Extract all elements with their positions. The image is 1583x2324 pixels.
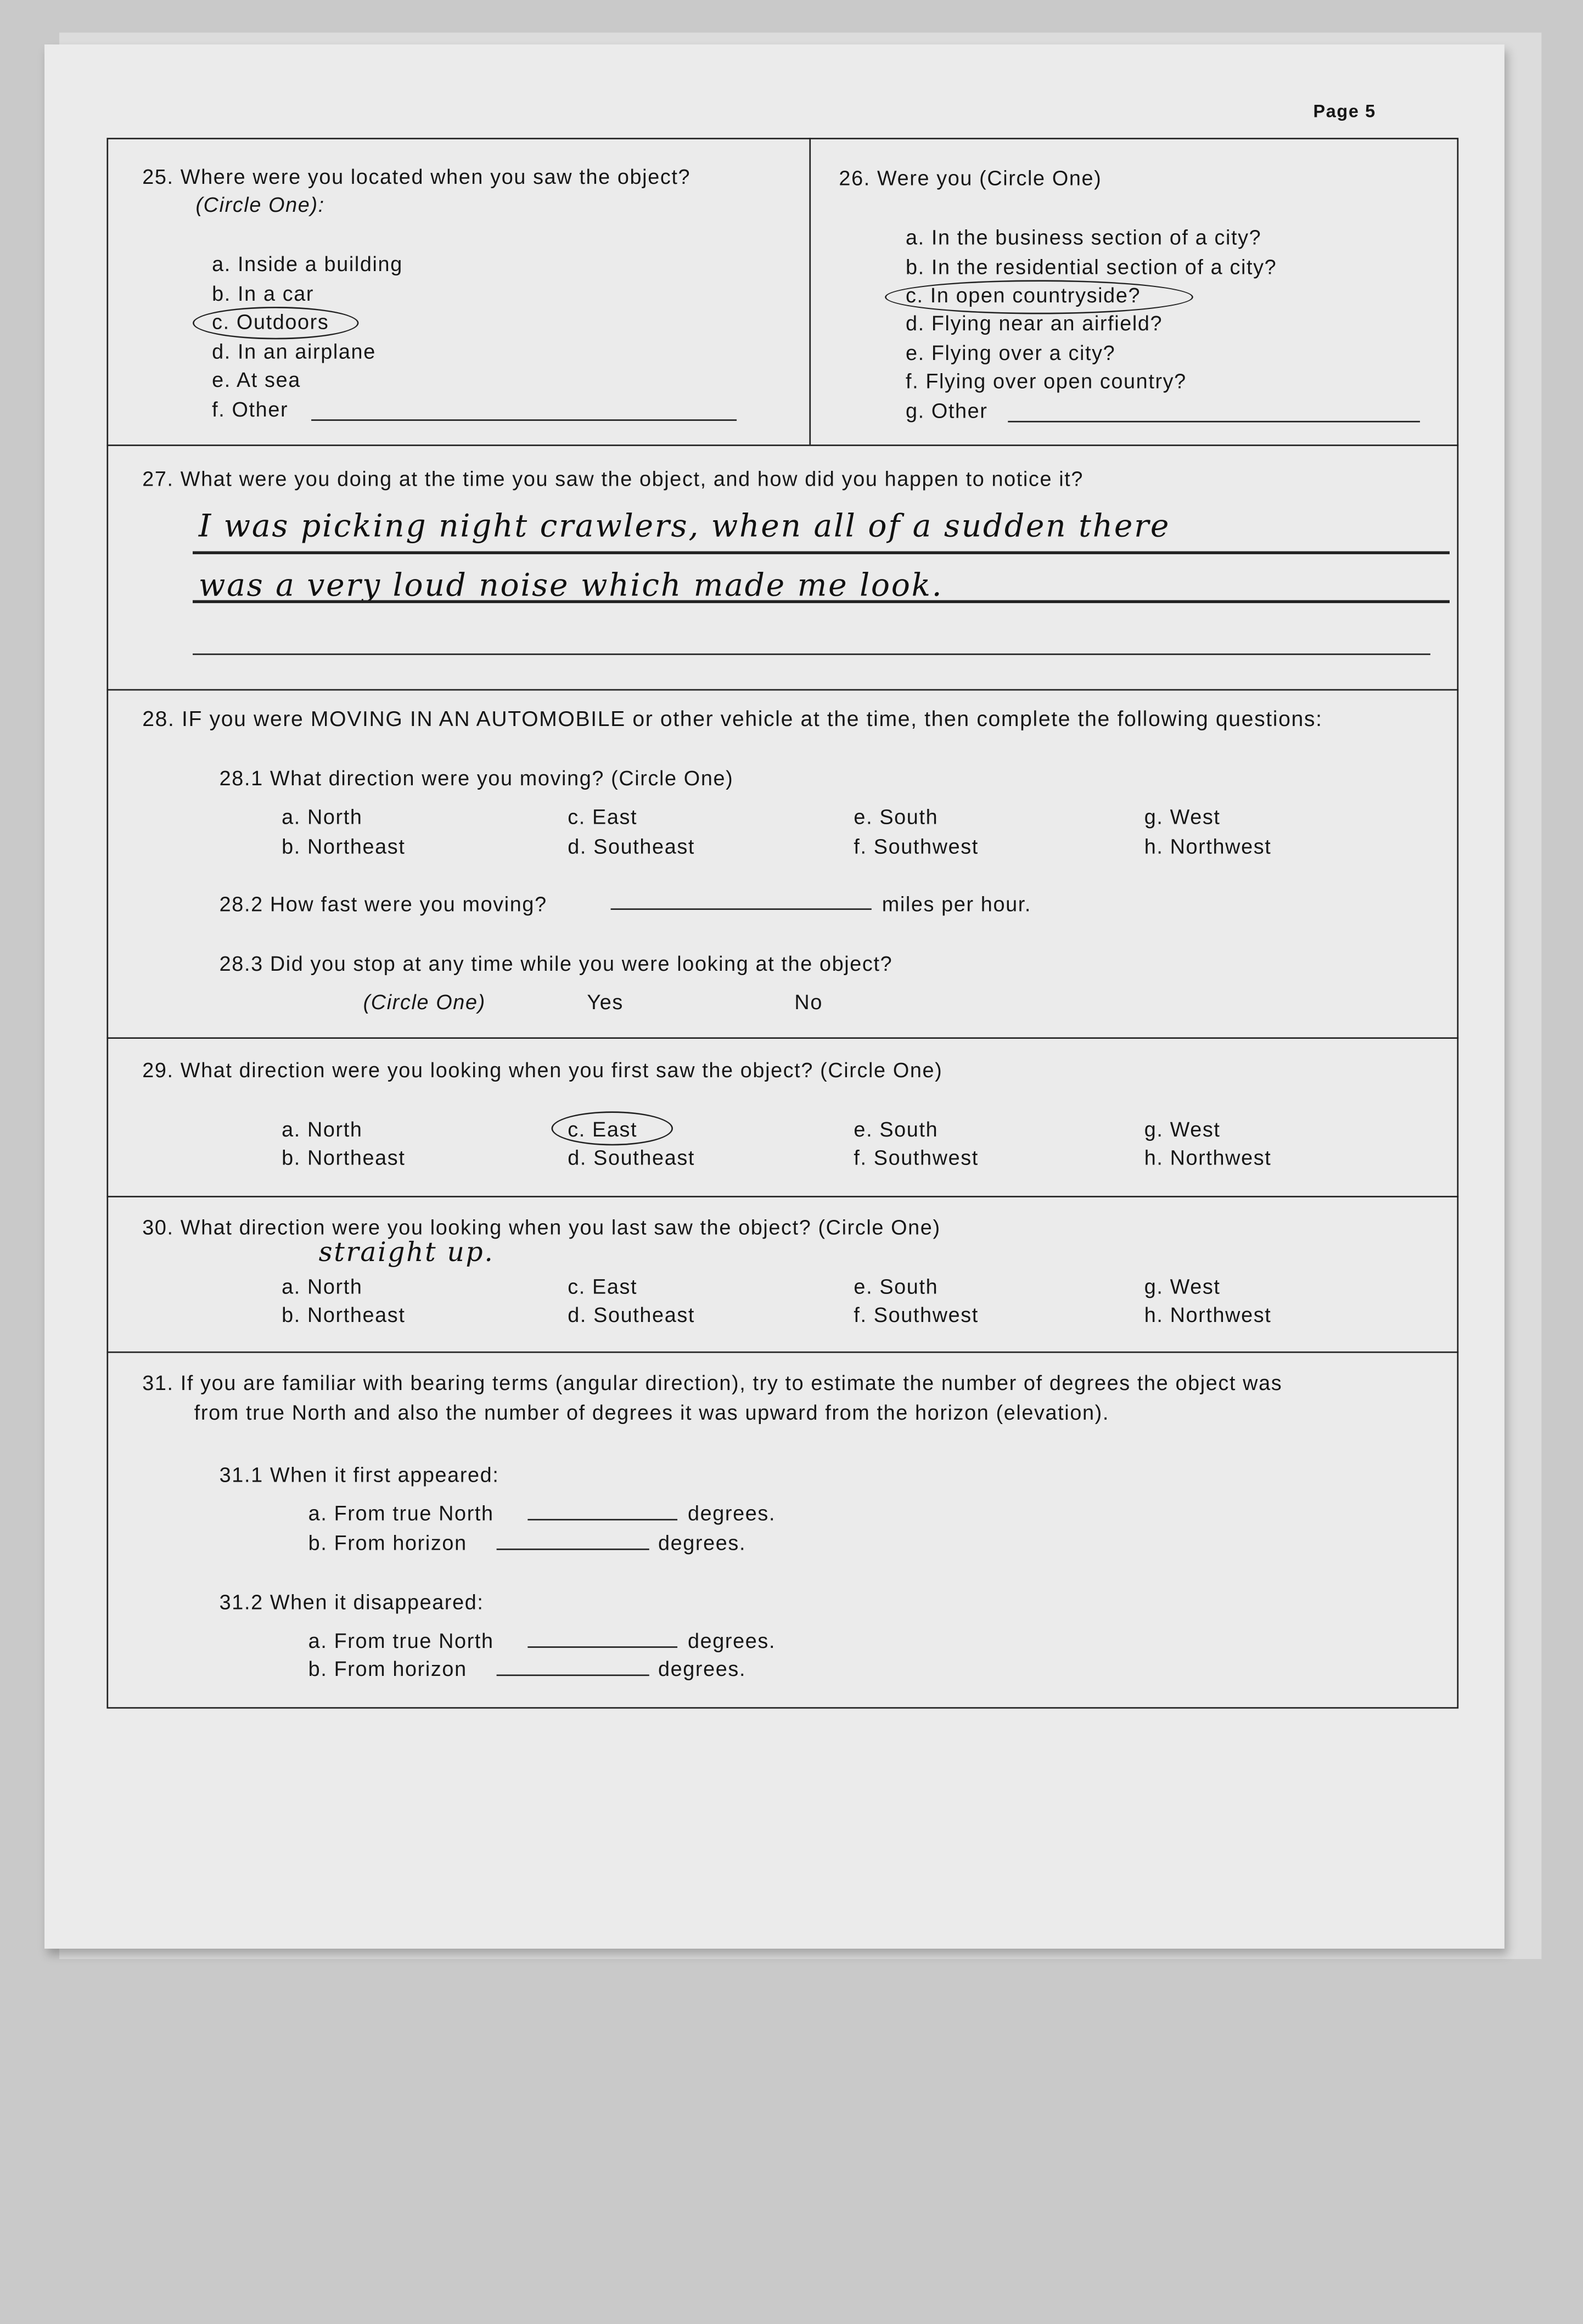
q30-dir-c[interactable]: c. East [568,1274,638,1298]
q31-question-line-2: from true North and also the number of degrees it was upward from the horizon (elevation). [194,1400,1109,1425]
q29-dir-a[interactable]: a. North [282,1117,363,1141]
answer-line [193,654,1430,655]
q25-question: 25. Where were you located when you saw the object? [142,164,691,188]
q25-option-a[interactable]: a. Inside a building [212,252,403,276]
q28-2-unit: miles per hour. [882,892,1032,916]
q31-1-b-unit: degrees. [658,1530,746,1555]
q26-option-e[interactable]: e. Flying over a city? [905,341,1116,365]
q28-2-question: 28.2 How fast were you moving? [219,892,547,916]
q31-2-b-label: b. From horizon [308,1657,467,1681]
q28-dir-c[interactable]: c. East [568,804,638,829]
q29-dir-e[interactable]: e. South [854,1117,939,1141]
q25-other-field[interactable] [311,419,737,421]
q31-2-horizon-field[interactable] [497,1674,649,1676]
page-number: Page 5 [1313,100,1376,122]
divider [106,1352,1458,1353]
q31-1-horizon-field[interactable] [497,1549,649,1550]
divider [106,1196,1458,1197]
q29-question: 29. What direction were you looking when you first saw the object? (Circle One) [142,1058,943,1082]
q29-dir-c[interactable]: c. East [568,1117,638,1141]
answer-line [193,552,1450,554]
q31-2-b-unit: degrees. [658,1657,746,1681]
q31-1-north-field[interactable] [527,1519,677,1521]
q28-dir-g[interactable]: g. West [1144,804,1221,829]
q30-dir-d[interactable]: d. Southeast [568,1302,695,1326]
q28-3-question: 28.3 Did you stop at any time while you were looking at the object? [219,951,893,975]
q28-dir-h[interactable]: h. Northwest [1144,834,1272,858]
q28-1-question: 28.1 What direction were you moving? (Circle One) [219,766,734,790]
q26-other-field[interactable] [1008,421,1420,423]
q31-1-b-label: b. From horizon [308,1530,467,1555]
q28-3-yes[interactable]: Yes [587,989,624,1014]
q26-option-g[interactable]: g. Other [905,398,988,423]
q31-2-north-field[interactable] [527,1646,677,1648]
q26-question: 26. Were you (Circle One) [839,166,1102,190]
q29-dir-b[interactable]: b. Northeast [282,1145,406,1169]
q26-option-a[interactable]: a. In the business section of a city? [905,225,1262,249]
q30-dir-h[interactable]: h. Northwest [1144,1302,1272,1326]
answer-line [193,600,1450,603]
q28-dir-f[interactable]: f. Southwest [854,834,979,858]
q28-dir-a[interactable]: a. North [282,804,363,829]
q26-option-b[interactable]: b. In the residential section of a city? [905,255,1277,279]
q30-dir-a[interactable]: a. North [282,1274,363,1298]
divider [106,444,1458,446]
q29-dir-h[interactable]: h. Northwest [1144,1145,1272,1169]
q30-handwritten-answer: straight up. [318,1237,495,1269]
q30-dir-b[interactable]: b. Northeast [282,1302,406,1326]
q27-answer-line-2: was a very loud noise which made me look. [198,567,944,604]
q30-dir-f[interactable]: f. Southwest [854,1302,979,1326]
q28-question: 28. IF you were MOVING IN AN AUTOMOBILE or other vehicle at the time, then complete the following questions: [142,708,1323,732]
q25-option-d[interactable]: d. In an airplane [212,339,376,363]
divider [106,1037,1458,1039]
q31-2-a-label: a. From true North [308,1628,494,1652]
q31-question-line-1: 31. If you are familiar with bearing terms (angular direction), try to estimate the number of degrees the object was [142,1370,1283,1395]
q28-3-instruction: (Circle One) [363,989,486,1014]
q29-dir-f[interactable]: f. Southwest [854,1145,979,1169]
q31-1-a-label: a. From true North [308,1501,494,1525]
q26-option-d[interactable]: d. Flying near an airfield? [905,311,1163,335]
q25-option-c[interactable]: c. Outdoors [212,310,329,334]
q31-2-a-unit: degrees. [687,1628,776,1652]
q30-question: 30. What direction were you looking when you last saw the object? (Circle One) [142,1215,941,1239]
q25-option-f[interactable]: f. Other [212,397,289,421]
q25-selected-circle [193,307,358,339]
q29-dir-d[interactable]: d. Southeast [568,1145,695,1169]
speed-field[interactable] [611,908,872,910]
q27-answer-line-1: I was picking night crawlers, when all of a sudden there [198,508,1171,544]
column-divider [809,138,811,444]
q25-option-b[interactable]: b. In a car [212,282,315,306]
q25-instruction: (Circle One): [195,193,325,217]
q29-selected-circle [552,1111,673,1145]
q28-dir-e[interactable]: e. South [854,804,939,829]
q28-dir-d[interactable]: d. Southeast [568,834,695,858]
q31-1-label: 31.1 When it first appeared: [219,1462,499,1487]
q26-option-c[interactable]: c. In open countryside? [905,283,1141,307]
q26-selected-circle [885,280,1193,314]
q25-option-e[interactable]: e. At sea [212,367,301,391]
q28-dir-b[interactable]: b. Northeast [282,834,406,858]
q28-3-no[interactable]: No [794,989,823,1014]
q30-dir-e[interactable]: e. South [854,1274,939,1298]
q30-dir-g[interactable]: g. West [1144,1274,1221,1298]
q26-option-f[interactable]: f. Flying over open country? [905,369,1187,393]
q31-1-a-unit: degrees. [687,1501,776,1525]
q29-dir-g[interactable]: g. West [1144,1117,1221,1141]
q31-2-label: 31.2 When it disappeared: [219,1590,484,1614]
q27-question: 27. What were you doing at the time you saw the object, and how did you happen to notice it? [142,466,1084,491]
divider [106,689,1458,691]
